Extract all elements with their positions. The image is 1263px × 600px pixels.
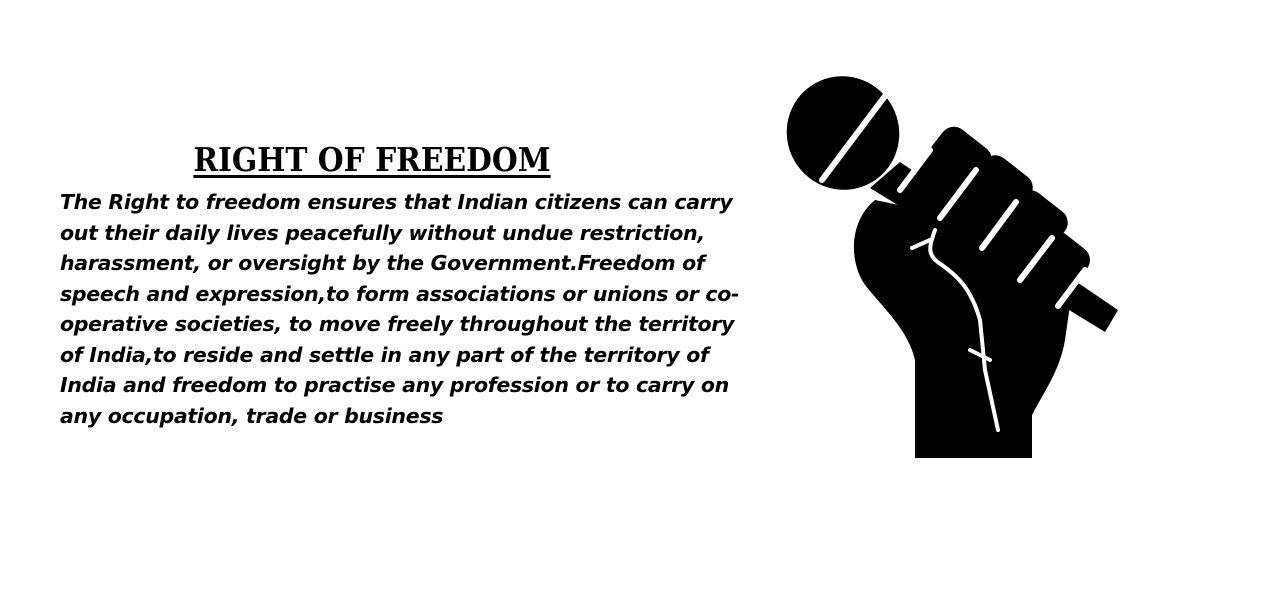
page-title: RIGHT OF FREEDOM (193, 140, 551, 180)
raised-fist-microphone-icon (780, 70, 1130, 465)
description-paragraph: The Right to freedom ensures that Indian citizens can carry out their daily lives peacefully without undue restriction, harassment, or oversight by the Government.Freedom of speech and expression,to form associations or unions or co-operative societies, to move freely throughout the territory of India,to reside and settle in any part of the territory of India and freedom to practise any profession or to carry on any occupation, trade or business (60, 190, 740, 428)
